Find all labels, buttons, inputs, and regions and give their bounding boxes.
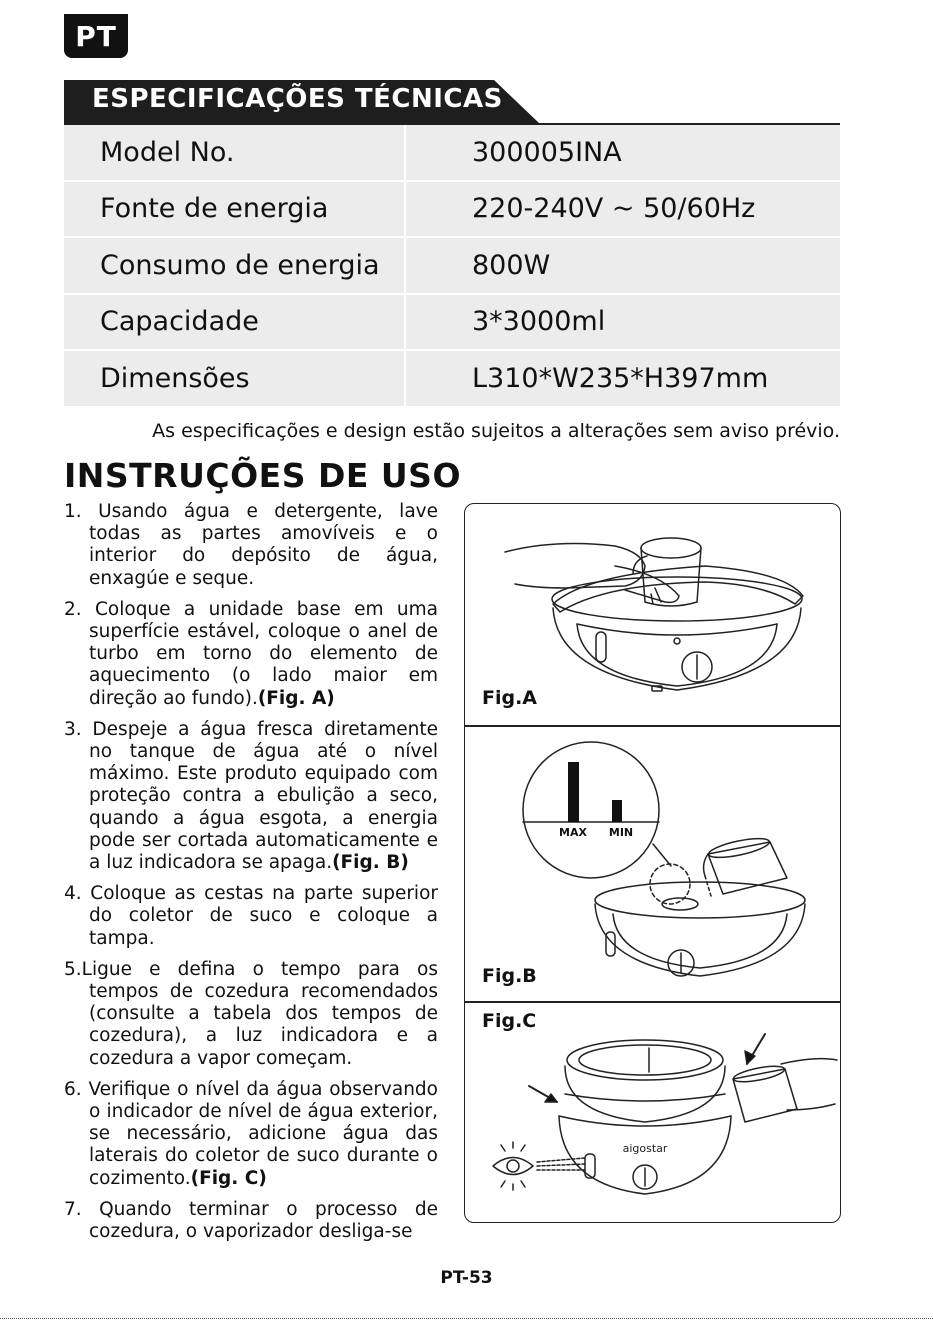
step-figure-ref: (Fig. A) [257,687,335,709]
table-row [64,295,840,352]
min-level-bar [612,800,622,822]
fig-c-illustration [493,1034,837,1194]
page-number: PT-53 [440,1268,493,1288]
steamer-illustrations [465,504,841,1223]
figure-divider [465,725,840,727]
spec-label: Capacidade [64,295,404,352]
fig-a-label: Fig.A [482,687,538,709]
step-text: 2. Coloque a unidade base em uma superfície estável, coloque o anel de turbo em torno do elemento de aquecimento (o lado maior em direção ao fundo). [64,598,438,709]
spec-value: 220-240V ~ 50/60Hz [404,182,840,239]
spec-label: Consumo de energia [64,238,404,295]
step-5 [64,959,438,1070]
spec-label: Dimensões [64,351,404,408]
bottom-divider [0,1318,933,1319]
step-2 [64,599,438,710]
specs-table [64,125,840,408]
min-label: MIN [608,826,634,839]
step-4 [64,883,438,950]
instructions-steps [64,501,438,1252]
table-row [64,351,840,408]
fig-b-label: Fig.B [482,965,537,987]
step-text: 7. Quando terminar o processo de cozedura, o vaporizador desliga-se [64,1198,438,1243]
step-1 [64,501,438,590]
step-figure-ref: (Fig. C) [190,1167,267,1189]
brand-label: aigostar [622,1142,668,1155]
specs-note: As especificações e design estão sujeitos a alterações sem aviso prévio. [152,420,840,442]
step-3 [64,719,438,874]
specs-title: ESPECIFICAÇÕES TÉCNICAS [92,84,503,114]
specs-header [64,80,840,125]
max-level-bar [568,762,579,822]
figures-panel [464,503,841,1223]
step-6 [64,1079,438,1190]
fig-a-illustration [505,538,803,691]
max-label: MAX [559,826,587,839]
fig-b-illustration [523,742,805,976]
spec-value: 300005INA [404,125,840,182]
step-text: 4. Coloque as cestas na parte superior do coletor de suco e coloque a tampa. [64,883,438,949]
fig-c-label: Fig.C [482,1010,537,1032]
step-text: 3. Despeje a água fresca diretamente no tanque de água até o nível máximo. Este produto equipado com proteção contra a ebulição a seco, quando a água esgota, a energia pode ser cortada automaticamente e a luz indicadora se apaga. [64,718,438,874]
step-figure-ref: (Fig. B) [332,852,409,874]
spec-value: 3*3000ml [404,295,840,352]
table-row [64,238,840,295]
eye-icon [493,1142,533,1190]
step-text: 5.Ligue e defina o tempo para os tempos de cozedura recomendados (consulte a tabela dos tempos de cozedura), a luz indicadora e a cozedura a vapor começam. [64,958,438,1069]
step-7 [64,1199,438,1243]
step-text: 6. Verifique o nível da água observando o indicador de nível de água exterior, se necessário, adicione água das laterais do coletor de suco durante o cozimento. [64,1078,438,1189]
spec-value: 800W [404,238,840,295]
figure-divider [465,1001,840,1003]
language-badge: PT [64,14,128,58]
table-row [64,182,840,239]
step-text: 1. Usando água e detergente, lave todas as partes amovíveis e o interior do depósito de água, enxagúe e seque. [64,501,438,589]
spec-label: Fonte de energia [64,182,404,239]
table-row [64,125,840,182]
spec-label: Model No. [64,125,404,182]
instructions-title: INSTRUÇÕES DE USO [64,456,461,495]
spec-value: L310*W235*H397mm [404,351,840,408]
